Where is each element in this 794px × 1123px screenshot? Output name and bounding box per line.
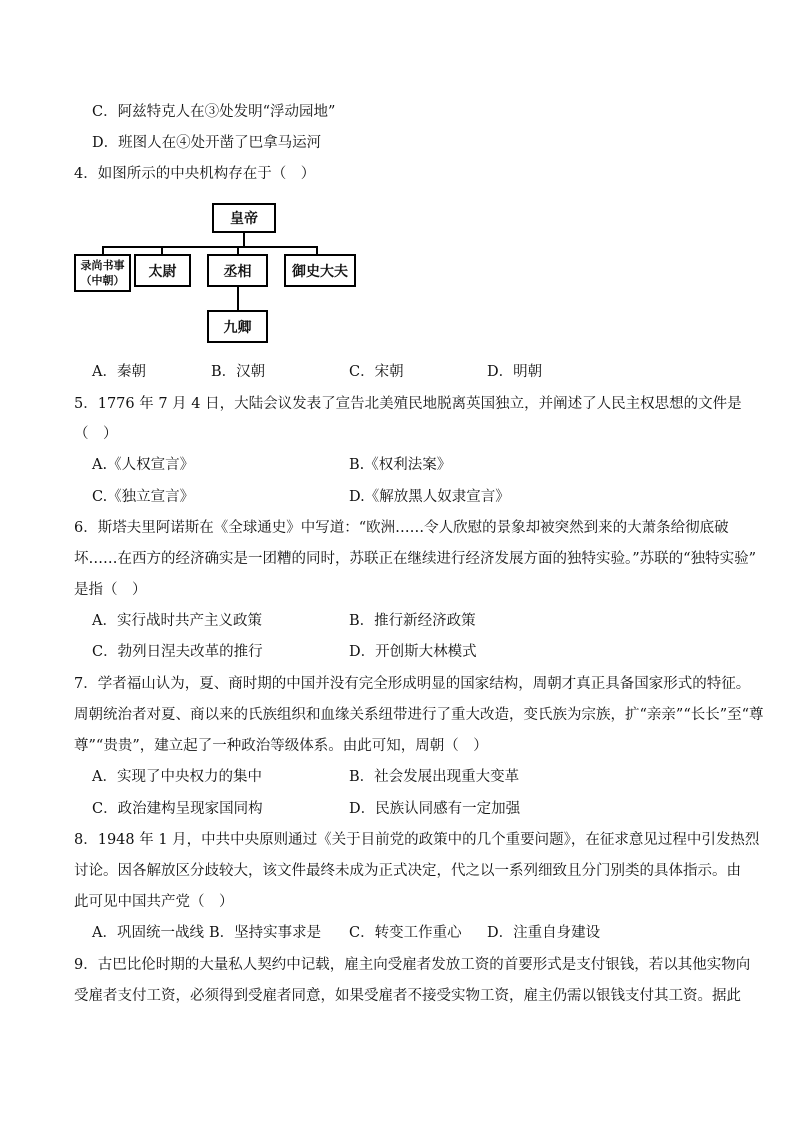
q4-stem: 4．如图所示的中央机构存在于（ ） (74, 166, 316, 182)
chart-node-taiwei: 太尉 (134, 254, 191, 287)
q7-option-b: B．社会发展出现重大变革 (349, 769, 520, 785)
chart-node-lushangshu-line1: 录尚书事 (80, 259, 125, 272)
chart-connector (237, 287, 239, 311)
q6-stem-line1: 6．斯塔夫里阿诺斯在《全球通史》中写道：“欧洲……令人欣慰的景象却被突然到来的大萧条给彻底破 (74, 520, 729, 536)
chart-node-jiuqing: 九卿 (207, 310, 268, 343)
q8-stem-line3: 此可见中国共产党（ ） (74, 894, 234, 910)
q6-option-a: A．实行战时共产主义政策 (92, 613, 262, 629)
q5-option-a: A.《人权宣言》 (92, 457, 195, 473)
q5-option-b: B.《权利法案》 (349, 457, 452, 473)
q6-option-d: D．开创斯大林模式 (349, 644, 477, 660)
q6-option-b: B．推行新经济政策 (349, 613, 476, 629)
chart-node-lushangshu (74, 254, 131, 292)
q9-stem-line1: 9．古巴比伦时期的大量私人契约中记载，雇主向受雇者发放工资的首要形式是支付银钱，若以其他实物向 (74, 957, 751, 973)
q5-option-c: C.《独立宣言》 (92, 489, 195, 505)
q8-option-b: B．坚持实事求是 (209, 925, 322, 941)
q5-stem-line2: （ ） (74, 426, 118, 442)
q6-stem-line2: 坏……在西方的经济确实是一团糟的同时，苏联正在继续进行经济发展方面的独特实验。”苏联的“独特实验” (74, 551, 756, 567)
q4-option-c: C．宋朝 (349, 364, 404, 380)
q3-option-c: C．阿兹特克人在③处发明“浮动园地” (92, 104, 336, 120)
chart-connector (243, 233, 245, 247)
q7-option-d: D．民族认同感有一定加强 (349, 801, 521, 817)
chart-node-chengxiang: 丞相 (207, 254, 268, 287)
q8-stem-line2: 讨论。因各解放区分歧较大，该文件最终未成为正式决定，代之以一系列细致且分门别类的具体指示。由 (74, 863, 741, 879)
q6-option-c: C．勃列日涅夫改革的推行 (92, 644, 263, 660)
q4-option-b: B．汉朝 (211, 364, 266, 380)
q3-option-d: D．班图人在④处开凿了巴拿马运河 (92, 135, 322, 151)
q7-stem-line3: 尊”“贵贵”，建立起了一种政治等级体系。由此可知，周朝（ ） (74, 738, 488, 754)
q9-stem-line2: 受雇者支付工资，必须得到受雇者同意，如果受雇者不接受实物工资，雇主仍需以银钱支付其工资。据此 (74, 988, 741, 1004)
q4-option-d: D．明朝 (487, 364, 543, 380)
q8-stem-line1: 8．1948 年 1 月，中共中央原则通过《关于目前党的政策中的几个重要问题》，在征求意见过程中引发热烈 (74, 832, 760, 848)
q8-option-d: D．注重自身建设 (487, 925, 601, 941)
q8-option-c: C．转变工作重心 (349, 925, 462, 941)
chart-connector (102, 246, 317, 248)
q5-stem-line1: 5．1776 年 7 月 4 日，大陆会议发表了宣告北美殖民地脱离英国独立，并阐述了人民主权思想的文件是 (74, 396, 742, 412)
q5-option-d: D.《解放黑人奴隶宣言》 (349, 489, 510, 505)
q4-option-a: A．秦朝 (92, 364, 146, 380)
chart-node-yushi: 御史大夫 (284, 254, 356, 287)
q6-stem-line3: 是指（ ） (74, 582, 147, 598)
chart-node-lushangshu-line2: （中朝） (80, 274, 125, 287)
q8-option-a: A．巩固统一战线 (92, 925, 204, 941)
chart-node-emperor: 皇帝 (212, 203, 276, 233)
q7-option-a: A．实现了中央权力的集中 (92, 769, 262, 785)
q7-option-c: C．政治建构呈现家国同构 (92, 801, 263, 817)
q7-stem-line1: 7．学者福山认为，夏、商时期的中国并没有完全形成明显的国家结构，周朝才真正具备国家形式的特征。 (74, 676, 751, 692)
q7-stem-line2: 周朝统治者对夏、商以来的氏族组织和血缘关系纽带进行了重大改造，变氏族为宗族，扩“亲亲”“长长”至“尊 (74, 707, 764, 723)
